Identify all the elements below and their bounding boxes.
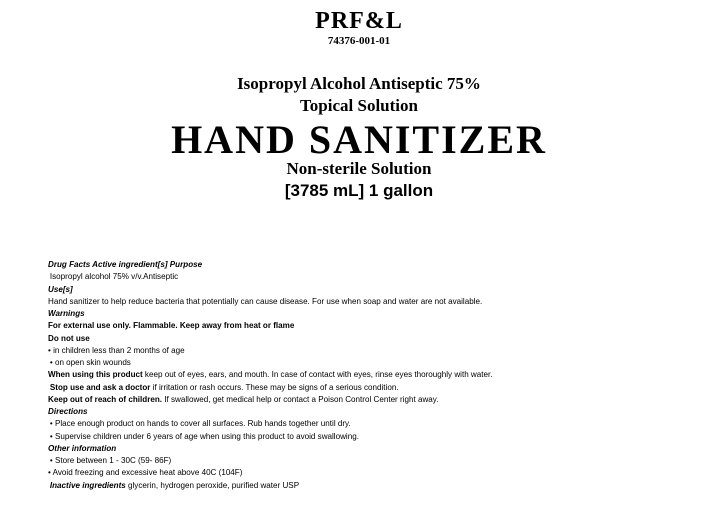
stop-use-line [48,381,668,393]
product-title: HAND SANITIZER [171,117,547,162]
sterility-statement: Non-sterile Solution [286,159,432,178]
brand-name: PRF&L [315,8,403,34]
directions-heading: Directions [48,406,88,416]
when-using-label: When using this product [48,369,143,380]
other-information-heading: Other information [48,442,117,453]
uses-text: Hand sanitizer to help reduce bacteria that potentially can cause disease. For use when soap and water are not available. [48,295,483,306]
active-ingredient-heading: Drug Facts Active ingredient[s] Purpose [48,259,203,269]
do-not-use-item: • on open skin wounds [49,357,131,367]
ndc-code: 74376-001-01 [327,35,391,47]
product-description: Isopropyl Alcohol Antiseptic 75% [237,74,481,93]
inactive-ingredients-text: glycerin, hydrogen peroxide, purified water USP [125,479,300,490]
drug-facts-panel [48,258,668,491]
when-using-text: keep out of eyes, ears, and mouth. In case of contact with eyes, rinse eyes thoroughly with water. [142,369,493,380]
directions-item: • Place enough product on hands to cover all surfaces. Rub hands together until dry. [49,418,351,429]
other-information-item: • Store between 1 - 30C (59- 86F) [49,455,172,465]
directions-item: • Supervise children under 6 years of age when using this product to avoid swallowing. [49,430,359,441]
do-not-use-item: • in children less than 2 months of age [48,344,185,355]
stop-use-label: Stop use and ask a doctor [49,381,151,392]
do-not-use-heading: Do not use [48,332,90,343]
inactive-ingredients-line [48,479,668,491]
keep-out-line [48,393,668,405]
inactive-ingredients-label: Inactive ingredients [49,479,126,490]
other-information-item: • Avoid freezing and excessive heat above 40C (104F) [48,467,243,478]
uses-heading: Use[s] [48,283,73,294]
warnings-heading: Warnings [48,308,85,318]
product-form: Topical Solution [300,96,418,115]
active-ingredient-text: Isopropyl alcohol 75% v/v.Antiseptic [49,271,179,282]
volume-statement: [3785 mL] 1 gallon [284,181,434,200]
stop-use-text: if irritation or rash occurs. These may be signs of a serious condition. [150,381,399,392]
keep-out-text: If swallowed, get medical help or contact a Poison Control Center right away. [162,393,439,404]
warnings-text: For external use only. Flammable. Keep away from heat or flame [48,320,295,331]
when-using-line [48,368,668,380]
keep-out-label: Keep out of reach of children. [48,393,163,404]
